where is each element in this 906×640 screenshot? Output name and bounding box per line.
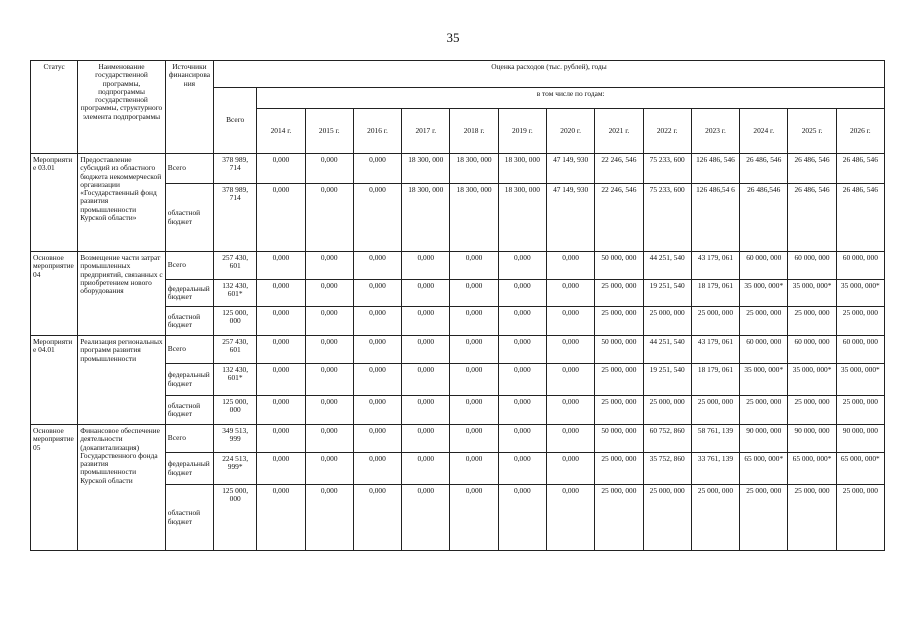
- year-value-cell: 0,000: [402, 280, 450, 307]
- row-name: Финансовое обеспечение деятельности (докапитализация) Государственного фонда развития промышленности Курской области: [78, 425, 166, 551]
- row-total: 378 989, 714: [214, 184, 257, 252]
- year-value-cell: 18 179, 061: [691, 364, 739, 396]
- year-value-cell: 18 300, 000: [498, 154, 546, 184]
- year-value-cell: 0,000: [498, 396, 546, 425]
- header-year: 2021 г.: [595, 109, 643, 154]
- row-total: 378 989, 714: [214, 154, 257, 184]
- year-value-cell: 0,000: [257, 336, 305, 364]
- year-value-cell: 25 000, 000: [691, 485, 739, 551]
- header-year: 2014 г.: [257, 109, 305, 154]
- year-value-cell: 126 486,54 6: [691, 184, 739, 252]
- year-value-cell: 0,000: [353, 280, 401, 307]
- year-value-cell: 35 000, 000*: [788, 364, 836, 396]
- year-value-cell: 25 000, 000: [788, 307, 836, 336]
- year-value-cell: 60 000, 000: [836, 252, 884, 280]
- year-value-cell: 0,000: [305, 364, 353, 396]
- year-value-cell: 60 000, 000: [740, 252, 788, 280]
- year-value-cell: 0,000: [257, 396, 305, 425]
- row-total: 132 430, 601*: [214, 280, 257, 307]
- year-value-cell: 0,000: [257, 485, 305, 551]
- year-value-cell: 25 000, 000: [643, 307, 691, 336]
- year-value-cell: 0,000: [498, 453, 546, 485]
- year-value-cell: 65 000, 000*: [788, 453, 836, 485]
- year-value-cell: 18 300, 000: [402, 184, 450, 252]
- year-value-cell: 0,000: [305, 280, 353, 307]
- year-value-cell: 33 761, 139: [691, 453, 739, 485]
- year-value-cell: 90 000, 000: [836, 425, 884, 453]
- header-year: 2025 г.: [788, 109, 836, 154]
- header-year: 2026 г.: [836, 109, 884, 154]
- table-row: [31, 252, 885, 280]
- year-value-cell: 35 752, 860: [643, 453, 691, 485]
- year-value-cell: 25 000, 000: [691, 307, 739, 336]
- year-value-cell: 25 000, 000: [643, 485, 691, 551]
- table-row: [31, 336, 885, 364]
- year-value-cell: 25 000, 000: [788, 485, 836, 551]
- year-value-cell: 25 000, 000: [836, 485, 884, 551]
- year-value-cell: 0,000: [305, 485, 353, 551]
- year-value-cell: 22 246, 546: [595, 184, 643, 252]
- year-value-cell: 26 486, 546: [788, 184, 836, 252]
- year-value-cell: 0,000: [402, 453, 450, 485]
- header-status: Статус: [31, 61, 78, 154]
- row-name: Предоставление субсидий из областного бюджета некоммерческой организации «Государственный фонд развития промышленности Курской области»: [78, 154, 166, 252]
- year-value-cell: 26 486,546: [740, 184, 788, 252]
- header-year: 2023 г.: [691, 109, 739, 154]
- header-name: Наименование государственной программы, подпрограммы государственной программы, структурного элемента подпрограммы: [78, 61, 166, 154]
- year-value-cell: 0,000: [546, 364, 594, 396]
- header-year: 2020 г.: [546, 109, 594, 154]
- header-year: 2015 г.: [305, 109, 353, 154]
- year-value-cell: 0,000: [450, 364, 498, 396]
- year-value-cell: 0,000: [498, 364, 546, 396]
- year-value-cell: 35 000, 000*: [788, 280, 836, 307]
- header-year: 2022 г.: [643, 109, 691, 154]
- year-value-cell: 26 486, 546: [836, 184, 884, 252]
- row-total: 132 430, 601*: [214, 364, 257, 396]
- row-status: Мероприятие 04.01: [31, 336, 78, 425]
- row-status: Основное мероприятие 05: [31, 425, 78, 551]
- row-source: Всего: [165, 336, 213, 364]
- year-value-cell: 0,000: [305, 184, 353, 252]
- year-value-cell: 0,000: [498, 307, 546, 336]
- year-value-cell: 35 000, 000*: [740, 364, 788, 396]
- year-value-cell: 0,000: [546, 280, 594, 307]
- header-year: 2024 г.: [740, 109, 788, 154]
- year-value-cell: 47 149, 930: [546, 184, 594, 252]
- row-total: 125 000, 000: [214, 485, 257, 551]
- year-value-cell: 0,000: [257, 453, 305, 485]
- year-value-cell: 35 000, 000*: [740, 280, 788, 307]
- year-value-cell: 0,000: [257, 154, 305, 184]
- year-value-cell: 0,000: [450, 453, 498, 485]
- year-value-cell: 25 000, 000: [836, 396, 884, 425]
- year-value-cell: 75 233, 600: [643, 154, 691, 184]
- year-value-cell: 19 251, 540: [643, 280, 691, 307]
- year-value-cell: 35 000, 000*: [836, 364, 884, 396]
- year-value-cell: 0,000: [305, 396, 353, 425]
- year-value-cell: 0,000: [257, 280, 305, 307]
- row-source: Всего: [165, 154, 213, 184]
- year-value-cell: 0,000: [353, 364, 401, 396]
- year-value-cell: 0,000: [450, 252, 498, 280]
- year-value-cell: 26 486, 546: [740, 154, 788, 184]
- header-year: 2017 г.: [402, 109, 450, 154]
- year-value-cell: 0,000: [498, 425, 546, 453]
- year-value-cell: 0,000: [402, 364, 450, 396]
- year-value-cell: 18 300, 000: [402, 154, 450, 184]
- year-value-cell: 26 486, 546: [788, 154, 836, 184]
- year-value-cell: 0,000: [450, 396, 498, 425]
- year-value-cell: 0,000: [402, 336, 450, 364]
- year-value-cell: 0,000: [402, 425, 450, 453]
- year-value-cell: 0,000: [353, 307, 401, 336]
- year-value-cell: 43 179, 061: [691, 336, 739, 364]
- year-value-cell: 0,000: [546, 336, 594, 364]
- year-value-cell: 0,000: [546, 453, 594, 485]
- row-total: 257 430, 601: [214, 252, 257, 280]
- table-body: [31, 154, 885, 551]
- year-value-cell: 25 000, 000: [836, 307, 884, 336]
- year-value-cell: 0,000: [305, 252, 353, 280]
- row-total: 125 000, 000: [214, 307, 257, 336]
- year-value-cell: 44 251, 540: [643, 252, 691, 280]
- year-value-cell: 18 179, 061: [691, 280, 739, 307]
- year-value-cell: 47 149, 930: [546, 154, 594, 184]
- year-value-cell: 0,000: [402, 396, 450, 425]
- year-value-cell: 0,000: [305, 453, 353, 485]
- year-value-cell: 0,000: [402, 485, 450, 551]
- year-value-cell: 0,000: [546, 396, 594, 425]
- year-value-cell: 126 486, 546: [691, 154, 739, 184]
- year-value-cell: 22 246, 546: [595, 154, 643, 184]
- year-value-cell: 0,000: [257, 307, 305, 336]
- row-total: 224 513, 999*: [214, 453, 257, 485]
- year-value-cell: 25 000, 000: [788, 396, 836, 425]
- year-value-cell: 0,000: [450, 280, 498, 307]
- header-year: 2018 г.: [450, 109, 498, 154]
- row-source: областной бюджет: [165, 396, 213, 425]
- row-status: Основное мероприятие 04: [31, 252, 78, 336]
- year-value-cell: 18 300, 000: [498, 184, 546, 252]
- year-value-cell: 0,000: [546, 252, 594, 280]
- row-source: федеральный бюджет: [165, 280, 213, 307]
- year-value-cell: 0,000: [353, 485, 401, 551]
- year-value-cell: 0,000: [402, 252, 450, 280]
- year-value-cell: 43 179, 061: [691, 252, 739, 280]
- year-value-cell: 44 251, 540: [643, 336, 691, 364]
- row-source: областной бюджет: [165, 307, 213, 336]
- year-value-cell: 25 000, 000: [691, 396, 739, 425]
- row-total: 349 513, 999: [214, 425, 257, 453]
- year-value-cell: 90 000, 000: [788, 425, 836, 453]
- year-value-cell: 18 300, 000: [450, 154, 498, 184]
- year-value-cell: 25 000, 000: [740, 396, 788, 425]
- year-value-cell: 25 000, 000: [595, 485, 643, 551]
- year-value-cell: 25 000, 000: [595, 396, 643, 425]
- year-value-cell: 0,000: [257, 252, 305, 280]
- page-number: 35: [446, 30, 460, 45]
- year-value-cell: 60 752, 860: [643, 425, 691, 453]
- table-header: [31, 61, 885, 154]
- year-value-cell: 19 251, 540: [643, 364, 691, 396]
- row-source: федеральный бюджет: [165, 364, 213, 396]
- year-value-cell: 90 000, 000: [740, 425, 788, 453]
- year-value-cell: 0,000: [450, 425, 498, 453]
- year-value-cell: 50 000, 000: [595, 252, 643, 280]
- year-value-cell: 0,000: [353, 396, 401, 425]
- year-value-cell: 0,000: [353, 184, 401, 252]
- row-source: Всего: [165, 252, 213, 280]
- row-name: Возмещение части затрат промышленных предприятий, связанных с приобретением нового оборудования: [78, 252, 166, 336]
- year-value-cell: 0,000: [546, 485, 594, 551]
- year-value-cell: 0,000: [257, 184, 305, 252]
- year-value-cell: 0,000: [450, 336, 498, 364]
- year-value-cell: 75 233, 600: [643, 184, 691, 252]
- year-value-cell: 25 000, 000: [740, 307, 788, 336]
- year-value-cell: 0,000: [546, 307, 594, 336]
- header-year: 2019 г.: [498, 109, 546, 154]
- year-value-cell: 25 000, 000: [595, 453, 643, 485]
- header-by-years: в том числе по годам:: [257, 88, 885, 109]
- year-value-cell: 0,000: [353, 453, 401, 485]
- budget-table: [30, 60, 885, 551]
- row-total: 257 430, 601: [214, 336, 257, 364]
- year-value-cell: 0,000: [498, 485, 546, 551]
- year-value-cell: 18 300, 000: [450, 184, 498, 252]
- year-value-cell: 60 000, 000: [788, 336, 836, 364]
- year-value-cell: 35 000, 000*: [836, 280, 884, 307]
- year-value-cell: 0,000: [257, 364, 305, 396]
- table-row: [31, 154, 885, 184]
- year-value-cell: 25 000, 000: [643, 396, 691, 425]
- row-total: 125 000, 000: [214, 396, 257, 425]
- year-value-cell: 60 000, 000: [788, 252, 836, 280]
- header-total: Всего: [214, 88, 257, 154]
- year-value-cell: 25 000, 000: [595, 280, 643, 307]
- row-source: областной бюджет: [165, 485, 213, 551]
- year-value-cell: 65 000, 000*: [740, 453, 788, 485]
- row-status: Мероприятие 03.01: [31, 154, 78, 252]
- year-value-cell: 25 000, 000: [595, 364, 643, 396]
- year-value-cell: 26 486, 546: [836, 154, 884, 184]
- header-estimate: Оценка расходов (тыс. рублей), годы: [214, 61, 885, 88]
- year-value-cell: 58 761, 139: [691, 425, 739, 453]
- year-value-cell: 60 000, 000: [836, 336, 884, 364]
- year-value-cell: 50 000, 000: [595, 425, 643, 453]
- year-value-cell: 0,000: [402, 307, 450, 336]
- year-value-cell: 0,000: [305, 425, 353, 453]
- year-value-cell: 25 000, 000: [740, 485, 788, 551]
- year-value-cell: 0,000: [498, 280, 546, 307]
- header-year: 2016 г.: [353, 109, 401, 154]
- year-value-cell: 60 000, 000: [740, 336, 788, 364]
- year-value-cell: 50 000, 000: [595, 336, 643, 364]
- year-value-cell: 0,000: [498, 336, 546, 364]
- header-source: Источники финансирования: [165, 61, 213, 154]
- year-value-cell: 25 000, 000: [595, 307, 643, 336]
- year-value-cell: 0,000: [546, 425, 594, 453]
- year-value-cell: 0,000: [353, 252, 401, 280]
- year-value-cell: 0,000: [498, 252, 546, 280]
- row-source: областной бюджет: [165, 184, 213, 252]
- year-value-cell: 0,000: [353, 425, 401, 453]
- row-name: Реализация региональных программ развития промышленности: [78, 336, 166, 425]
- year-value-cell: 65 000, 000*: [836, 453, 884, 485]
- year-value-cell: 0,000: [257, 425, 305, 453]
- year-value-cell: 0,000: [353, 336, 401, 364]
- year-value-cell: 0,000: [450, 307, 498, 336]
- row-source: Всего: [165, 425, 213, 453]
- row-source: федеральный бюджет: [165, 453, 213, 485]
- year-value-cell: 0,000: [305, 154, 353, 184]
- year-value-cell: 0,000: [353, 154, 401, 184]
- year-value-cell: 0,000: [305, 336, 353, 364]
- year-value-cell: 0,000: [450, 485, 498, 551]
- year-value-cell: 0,000: [305, 307, 353, 336]
- table-row: [31, 425, 885, 453]
